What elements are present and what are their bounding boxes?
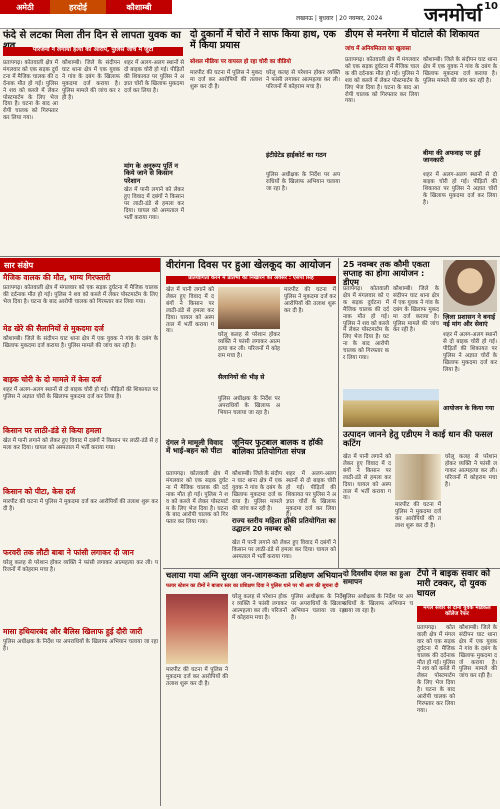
headline-insurance: बीमा की अफवाह पर हुई जानकारी: [423, 149, 481, 165]
divider: [160, 258, 161, 806]
subhead-veerangana: प्रतियोगिता करने में प्रतिभा को निखारने का अवसर : एसपी सिंह: [166, 276, 336, 284]
ceremony-photo: [395, 454, 441, 500]
article-column: खेत में पानी लगाने को लेकर हुए विवाद में दबंगों ने किसान पर लाठी-डंडे से हमला कर दिया। घायल को अस्पताल में भर्ती कराया गया।: [343, 454, 391, 502]
headline-missing-youth: फंदे से लटका मिला तीन दिन से लापता युवक का: [3, 30, 181, 41]
tab-kaushambi[interactable]: कौशाम्बी: [106, 0, 172, 14]
headline-program: आयोजन के किया गया: [443, 405, 494, 412]
harvest-photo: [343, 389, 439, 427]
divider: [0, 256, 500, 257]
headline-farmer-demand: मांग के अनुरूप पूर्ति न किये जाने से किसान परेशान: [124, 162, 179, 185]
brief-headline: मेड खेरे की सैलानियों से मुकदमा दर्ज: [3, 324, 104, 333]
article-column: प्रतापगढ़। कोतवाली क्षेत्र में मंगलवार को एक सड़क दुर्घटना में मैजिक चालक की दर्दनाक मौत हो गई। पुलिस ने शव को कब्जे में लेकर पोस्टमार्टम के लिए भेज दिया है। घटना के बाद आरोपी चालक को गिरफ्तार कर लिया गया।: [3, 60, 58, 122]
headline-womens-hockey: राज्य स्तरीय महिला हॉकी प्रतियोगिता का उद्घाटन 20 नवम्बर को: [232, 517, 336, 533]
headline-dangal-fight: दंगल ने मामूली विवाद में भाई-बहन को पीटा: [166, 438, 223, 456]
article-column: पुलिस अधीक्षक के निर्देश पर अपराधियों के खिलाफ अभियान चलाया जा रहा है।: [343, 594, 413, 614]
dateline: लखनऊ | बुधवार | 20 नवम्बर, 2024: [296, 15, 383, 22]
subhead-mnrega: जांच में अनियमितता का खुलासा: [345, 46, 411, 52]
article-column: घरेलू कलह से परेशान होकर व्यक्ति ने फांसी लगाकर आत्महत्या कर ली। परिजनों में कोहराम मचा है।: [445, 454, 497, 488]
headline-fire-safety: चलाया गया अग्नि सुरक्षा जन-जागरूकता प्रशिक्षण अभियान: [166, 570, 343, 580]
article-column: कौशाम्बी। जिले के संदीपन घाट थाना क्षेत्र में एक युवक ने गांव के दबंग के खिलाफ मुकदमा दर्ज कराया है। पुलिस मामले की जांच कर रही है।: [393, 286, 439, 334]
headline-qaumi-ekta: 25 नवम्बर तक कौमी एकता सप्ताह का होगा आयोजन : डीएम: [343, 259, 430, 288]
brief-headline: मैजिक वालक की मौत, भाग्य गिरफ्तारी: [3, 273, 111, 282]
article-column: कौशाम्बी। जिले के संदीपन घाट थाना क्षेत्र में एक युवक ने गांव के दबंग के खिलाफ मुकदमा दर्ज कराया है। पुलिस मामले की जांच कर रही है।: [459, 625, 497, 680]
headline-integrated-court: इंटीग्रेटेड हाईकोर्ट का गठन: [266, 151, 327, 159]
article-column: घरेलू कलह से परेशान होकर व्यक्ति ने फांसी लगाकर आत्महत्या कर ली। परिजनों में कोहराम मचा है।: [232, 594, 287, 621]
brief-body: कौशाम्बी। जिले के संदीपन घाट थाना क्षेत्र में एक युवक ने गांव के दबंग के खिलाफ मुकदमा दर्ज कराया है। पुलिस मामले की जांच कर रही है।: [3, 336, 158, 349]
tab-amethi[interactable]: अमेठी: [0, 0, 50, 14]
article-column: खेत में पानी लगाने को लेकर हुए विवाद में दबंगों ने किसान पर लाठी-डंडे से हमला कर दिया। घायल को अस्पताल में भर्ती कराया गया।: [166, 287, 214, 335]
subhead-shop-theft: सोशल मीडिया पर वायरल हो रहा चोरी का वीडियो: [190, 59, 291, 65]
brief-body: खेत में पानी लगाने को लेकर हुए विवाद में दबंगों ने किसान पर लाठी-डंडे से हमला कर दिया। घायल को अस्पताल में भर्ती कराया गया।: [3, 438, 158, 451]
divider: [163, 568, 347, 569]
subhead-fire-safety: फायर स्टेशन का टीमों ने बाजार स्तर का प्रशिक्षण दिया ने पुलिस थाने पर भी आग की सूचना दी: [166, 583, 339, 589]
headline-junior-football: जूनियर फुटबाल बालक व हॉकी बालिका प्रतियोगिता संपन्न: [232, 438, 323, 456]
headline-tourists: सैलानियों की भीड़ से: [218, 374, 265, 381]
portrait-photo: [443, 260, 497, 312]
brief-news-label: सार संक्षेप: [0, 258, 160, 272]
article-column: कौशाम्बी। जिले के संदीपन घाट थाना क्षेत्र में एक युवक ने गांव के दबंग के खिलाफ मुकदमा दर्ज कराया है। पुलिस मामले की जांच कर रही है।: [62, 60, 120, 101]
subhead-tempo-accident: मंगल सवार से दोनों युवक मेडिकल कॉलेज रेफर: [417, 606, 497, 622]
headline-veerangana: वीरांगना दिवस पर हुआ खेलकूद का आयोजन: [166, 260, 331, 271]
article-column: प्रतापगढ़। कोतवाली क्षेत्र में मंगलवार को एक सड़क दुर्घटना में मैजिक चालक की दर्दनाक मौत हो गई। पुलिस ने शव को कब्जे में लेकर पोस्टमार्टम के लिए भेज दिया है। घटना के बाद आरोपी चालक को गिरफ्तार कर लिया गया।: [345, 57, 419, 105]
brief-headline: फरवरी तक लौटी बाबा ने फांसी लगाकर दी जान: [3, 548, 134, 557]
brief-body: घरेलू कलह से परेशान होकर व्यक्ति ने फांसी लगाकर आत्महत्या कर ली। परिजनों में कोहराम मचा है।: [3, 560, 158, 573]
tab-hardoi[interactable]: हरदोई: [50, 0, 106, 14]
article-column: प्रतापगढ़। कोतवाली क्षेत्र में मंगलवार को एक सड़क दुर्घटना में मैजिक चालक की दर्दनाक मौत हो गई। पुलिस ने शव को कब्जे में लेकर पोस्टमार्टम के लिए भेज दिया है। घटना के बाद आरोपी चालक को गिरफ्तार कर लिया गया।: [417, 625, 455, 714]
brief-body: पुलिस अधीक्षक के निर्देश पर अपराधियों के खिलाफ अभियान चलाया जा रहा है।: [3, 639, 158, 652]
article-column: प्रतापगढ़। कोतवाली क्षेत्र में मंगलवार को एक सड़क दुर्घटना में मैजिक चालक की दर्दनाक मौत हो गई। पुलिस ने शव को कब्जे में लेकर पोस्टमार्टम के लिए भेज दिया है। घटना के बाद आरोपी चालक को गिरफ्तार कर लिया गया।: [343, 286, 389, 362]
article-column: शहर में अलग-अलग स्थानों से दो बाइक चोरी हो गई। पीड़ितों की शिकायत पर पुलिस ने अज्ञात चोरों के खिलाफ मुकदमा दर्ज कर लिया है।: [443, 332, 497, 373]
article-column: घरेलू कलह से परेशान होकर व्यक्ति ने फांसी लगाकर आत्महत्या कर ली। परिजनों में कोहराम मचा है।: [218, 332, 280, 359]
brief-headline: बाइक चोरी के दो मामले में केस दर्ज: [3, 375, 102, 384]
article-column: शहर में अलग-अलग स्थानों से दो बाइक चोरी हो गई। पीड़ितों की शिकायत पर पुलिस ने अज्ञात चोरों के खिलाफ मुकदमा दर्ज कर लिया है।: [286, 471, 336, 519]
subhead-missing-youth: परिजनों ने लगाया हत्या का आरोप, पुलिस जांच में जुटी: [3, 47, 183, 56]
article-column: कौशाम्बी। जिले के संदीपन घाट थाना क्षेत्र में एक युवक ने गांव के दबंग के खिलाफ मुकदमा दर्ज कराया है। पुलिस मामले की जांच कर रही है।: [232, 471, 282, 512]
article-column: शहर में अलग-अलग स्थानों से दो बाइक चोरी हो गई। पीड़ितों की शिकायत पर पुलिस ने अज्ञात चोरों के खिलाफ मुकदमा दर्ज कर लिया है।: [124, 60, 184, 94]
brief-headline: किसान पर लाठी-डंडे से किया हमला: [3, 426, 102, 435]
article-column: खेत में पानी लगाने को लेकर हुए विवाद में दबंगों ने किसान पर लाठी-डंडे से हमला कर दिया। घायल को अस्पताल में भर्ती कराया गया।: [124, 187, 184, 221]
article-column: पुलिस अधीक्षक के निर्देश पर अपराधियों के खिलाफ अभियान चलाया जा रहा है।: [266, 172, 340, 192]
brief-headline: मासा हथियारबंद और बैलिस खिलाफ हुई दौरी जारी: [3, 627, 143, 636]
article-column: शहर में अलग-अलग स्थानों से दो बाइक चोरी हो गई। पीड़ितों की शिकायत पर पुलिस ने अज्ञात चोरों के खिलाफ मुकदमा दर्ज कर लिया है।: [423, 172, 497, 206]
article-column: कौशाम्बी। जिले के संदीपन घाट थाना क्षेत्र में एक युवक ने गांव के दबंग के खिलाफ मुकदमा दर्ज कराया है। पुलिस मामले की जांच कर रही है।: [423, 57, 497, 84]
article-column: मारपीट की घटना में पुलिस ने मुकदमा दर्ज कर आरोपियों की तलाश शुरू कर दी है।: [395, 502, 441, 529]
brief-body: मारपीट की घटना में पुलिस ने मुकदमा दर्ज कर आरोपियों की तलाश शुरू कर दी है।: [3, 499, 158, 512]
article-column: मारपीट की घटना में पुलिस ने मुकदमा दर्ज कर आरोपियों की तलाश शुरू कर दी है।: [284, 287, 336, 314]
article-column: पुलिस अधीक्षक के निर्देश पर अपराधियों के खिलाफ अभियान चलाया जा रहा है।: [218, 396, 280, 416]
article-column: मारपीट की घटना में पुलिस ने मुकदमा दर्ज कर आरोपियों की तलाश शुरू कर दी है।: [166, 667, 228, 687]
newspaper-logo: जनमोर्चा: [424, 4, 482, 26]
headline-two-day-dangal: दो दिवसीय दंगल का हुआ समापन: [343, 569, 411, 587]
headline-right-side: ज़िला प्रशासन ने बनाई नई मांग और सेवाएं: [443, 313, 496, 329]
fire-drill-photo: [166, 594, 228, 664]
brief-headline: किसान को पीटा, केस दर्ज: [3, 487, 76, 496]
divider: [338, 258, 339, 568]
article-column: मारपीट की घटना में पुलिस ने मुकदमा दर्ज कर आरोपियों की तलाश शुरू कर दी है।: [190, 70, 262, 90]
article-column: घरेलू कलह से परेशान होकर व्यक्ति ने फांसी लगाकर आत्महत्या कर ली। परिजनों में कोहराम मचा है।: [266, 70, 340, 90]
event-photo: [218, 287, 280, 329]
page-number: 10: [484, 1, 498, 12]
headline-tempo-accident: टेंपो ने बाइक सवार को मारी टक्कर, दो युवक घायल: [417, 569, 490, 599]
article-column: प्रतापगढ़। कोतवाली क्षेत्र में मंगलवार को एक सड़क दुर्घटना में मैजिक चालक की दर्दनाक मौत हो गई। पुलिस ने शव को कब्जे में लेकर पोस्टमार्टम के लिए भेज दिया है। घटना के बाद आरोपी चालक को गिरफ्तार कर लिया गया।: [166, 471, 228, 526]
article-column: खेत में पानी लगाने को लेकर हुए विवाद में दबंगों ने किसान पर लाठी-डंडे से हमला कर दिया। घायल को अस्पताल में भर्ती कराया गया।: [232, 540, 336, 560]
headline-mnrega: डीएम से मनरेगा में घोटाले की शिकायत: [345, 29, 480, 40]
brief-body: प्रतापगढ़। कोतवाली क्षेत्र में मंगलवार को एक सड़क दुर्घटना में मैजिक चालक की दर्दनाक मौत हो गई। पुलिस ने शव को कब्जे में लेकर पोस्टमार्टम के लिए भेज दिया है। घटना के बाद आरोपी चालक को गिरफ्तार कर लिया गया।: [3, 285, 158, 305]
headline-crop-cutting: उत्पादन जानने हेतु एडीएम ने काई धान की फसल कटिंग: [343, 429, 493, 449]
article-column: पुलिस अधीक्षक के निर्देश पर अपराधियों के खिलाफ अभियान चलाया जा रहा है।: [291, 594, 346, 621]
brief-body: शहर में अलग-अलग स्थानों से दो बाइक चोरी हो गई। पीड़ितों की शिकायत पर पुलिस ने अज्ञात चोरों के खिलाफ मुकदमा दर्ज कर लिया है।: [3, 387, 159, 400]
headline-shop-theft: दो दुकानों में चोरों ने साफ किया हाथ, एक में किया प्रयास: [190, 29, 336, 51]
